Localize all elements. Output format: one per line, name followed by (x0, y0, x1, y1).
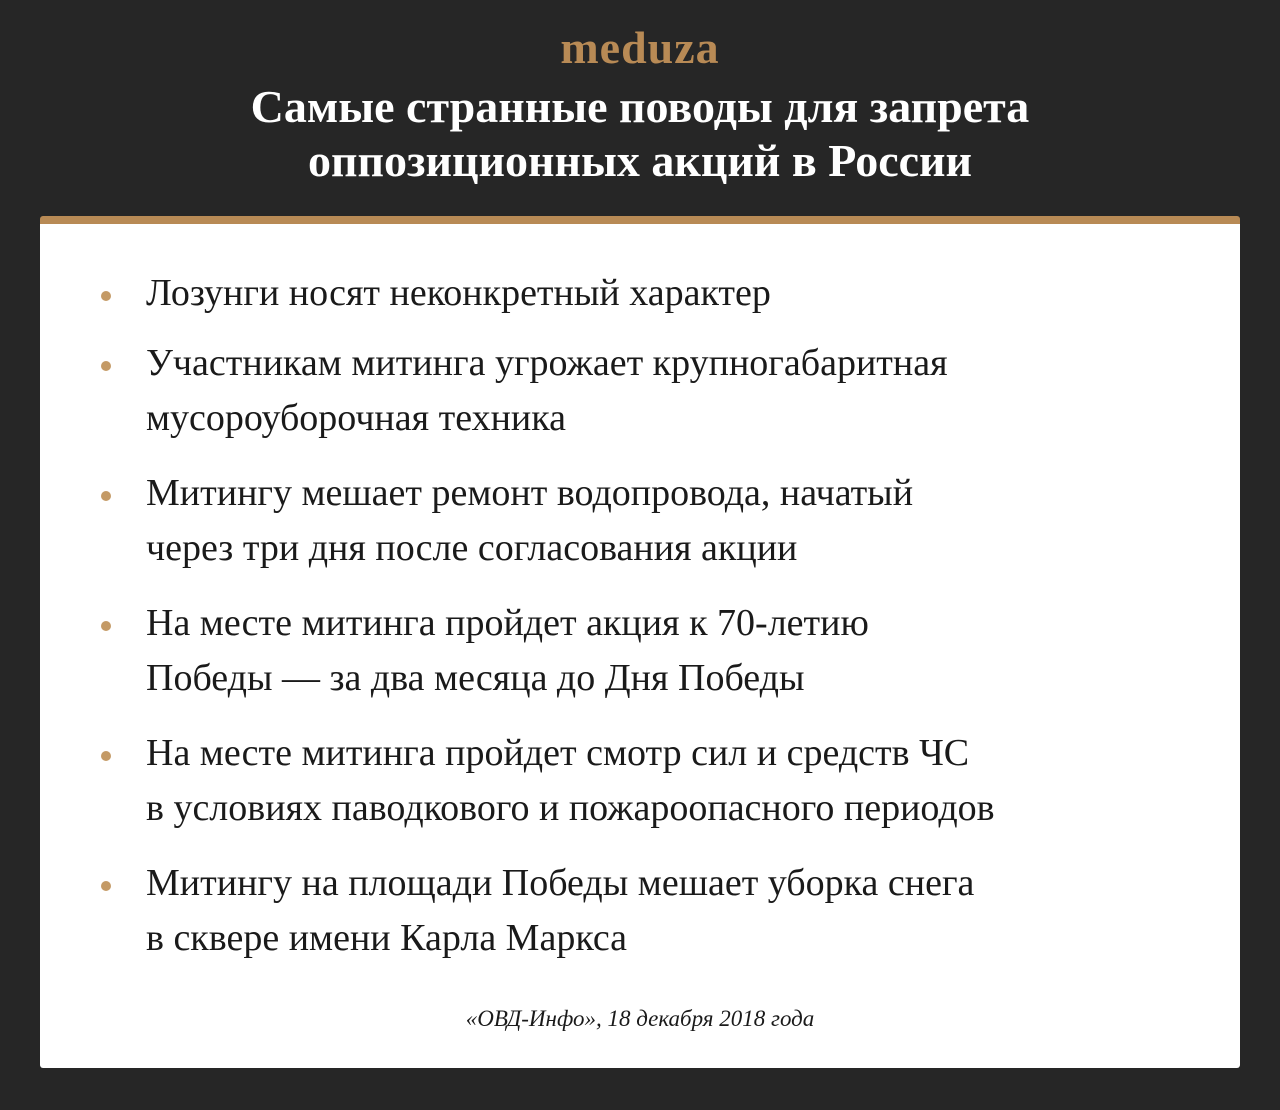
meduza-logo: meduza (560, 22, 720, 73)
bullet-icon (101, 491, 111, 501)
bullet-icon (101, 291, 111, 301)
content-card (40, 216, 1240, 1068)
list-item-text: Митингу на площади Победы мешает уборка снега в сквере имени Карла Маркса (146, 862, 975, 959)
list-item-text: Митингу мешает ремонт водопровода, начатый через три дня после согласования акции (146, 472, 914, 569)
bullet-icon (101, 751, 111, 761)
page-title: Самые странные поводы для запрета оппозиционных акций в России (250, 81, 1030, 186)
bullet-icon (101, 621, 111, 631)
list-item-text: На месте митинга пройдет акция к 70-летию Победы — за два месяца до Дня Победы (146, 602, 869, 699)
bullet-icon (101, 881, 111, 891)
source-caption: «ОВД-Инфо», 18 декабря 2018 года (465, 1006, 815, 1031)
list-item-text: Участникам митинга угрожает крупногабаритная мусороуборочная техника (146, 342, 948, 439)
list-item-text: На месте митинга пройдет смотр сил и средств ЧС в условиях паводкового и пожароопасного периодов (146, 732, 995, 829)
bullet-icon (101, 361, 111, 371)
list-item-text: Лозунги носят неконкретный характер (146, 272, 771, 314)
